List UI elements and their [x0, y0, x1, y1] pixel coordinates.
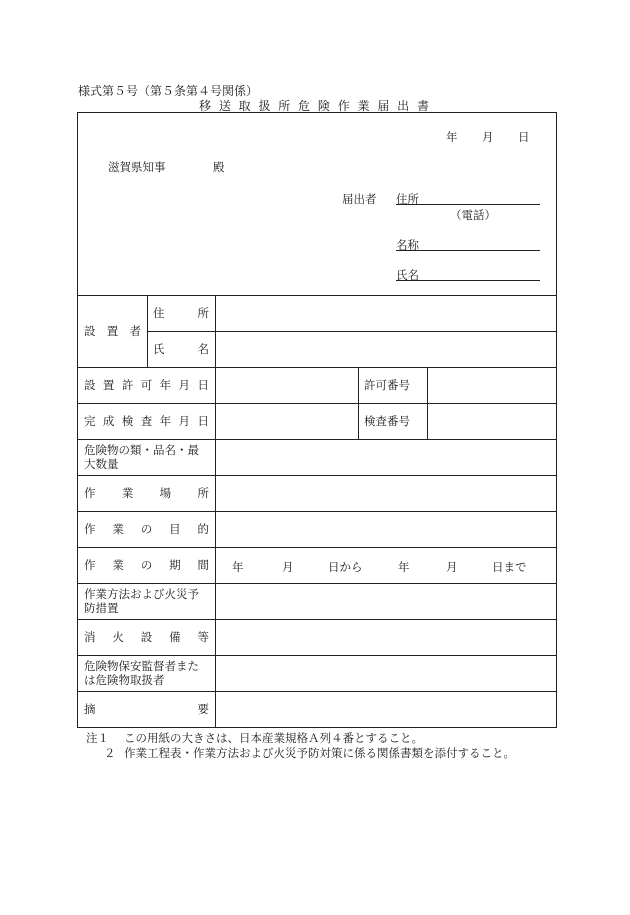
installer-name-field[interactable]: [216, 332, 556, 367]
hazmat-type-field[interactable]: [216, 440, 556, 475]
address-label: 住所: [396, 192, 419, 206]
permit-number-field[interactable]: [428, 368, 556, 403]
form-table: [77, 112, 557, 728]
inspection-number-label: [358, 403, 427, 439]
form-number: 様式第５号（第５条第４号関係）: [78, 84, 259, 98]
supervisor-label: [78, 655, 215, 691]
permit-number-text: 許可番号: [364, 378, 410, 392]
org-name-label: 名称: [396, 238, 419, 252]
phone-label: （電話）: [450, 208, 496, 222]
permit-number-label: [358, 367, 427, 403]
work-location-field[interactable]: [216, 476, 556, 511]
remarks-label: 摘 要: [84, 702, 209, 716]
address-underline: [396, 204, 540, 205]
note-1-label: 注１: [86, 731, 109, 745]
period-month-2: 月: [446, 560, 458, 574]
person-name-label: 氏名: [396, 268, 419, 282]
period-to: 日まで: [492, 560, 527, 574]
period-month-1: 月: [282, 560, 294, 574]
remarks-field[interactable]: [216, 692, 556, 727]
work-period-label: 作 業 の 期 間: [84, 558, 209, 572]
supervisor-field[interactable]: [216, 656, 556, 691]
inspection-date-field[interactable]: [216, 404, 358, 439]
date-month: 月: [482, 130, 494, 144]
work-method-field[interactable]: [216, 584, 556, 619]
inspection-number-field[interactable]: [428, 404, 556, 439]
permit-date-field[interactable]: [216, 368, 358, 403]
honorific: 殿: [213, 160, 225, 174]
note-2-text: 作業工程表・作業方法および火災予防対策に係る関係書類を添付すること。: [124, 746, 515, 760]
hazmat-type-text: 危険物の類・品名・最大数量: [84, 443, 199, 471]
installer-label: 設 置 者: [84, 324, 141, 338]
org-name-underline: [396, 250, 540, 251]
work-purpose-field[interactable]: [216, 512, 556, 547]
form-title: 移 送 取 扱 所 危 険 作 業 届 出 書: [199, 99, 431, 113]
period-year-2: 年: [398, 560, 410, 574]
addressee: 滋賀県知事: [108, 160, 166, 174]
installer-address-label: 住 所: [153, 306, 209, 320]
fire-equipment-field[interactable]: [216, 620, 556, 655]
fire-equipment-label: 消 火 設 備 等: [84, 630, 209, 644]
date-year: 年: [446, 130, 458, 144]
supervisor-text: 危険物保安監督者または危険物取扱者: [84, 659, 199, 687]
permit-date-label: 設 置 許 可 年 月 日: [84, 378, 209, 392]
period-year-1: 年: [232, 560, 244, 574]
hazmat-type-label: [78, 439, 215, 475]
inspection-date-label: 完 成 検 査 年 月 日: [84, 414, 209, 428]
date-day: 日: [518, 130, 530, 144]
work-location-label: 作 業 場 所: [84, 486, 209, 500]
period-from: 日から: [328, 560, 363, 574]
installer-address-field[interactable]: [216, 296, 556, 331]
inspection-number-text: 検査番号: [364, 414, 410, 428]
installer-name-label: 氏 名: [153, 342, 209, 356]
person-name-underline: [396, 280, 540, 281]
note-2-label: ２: [104, 746, 116, 760]
applicant-label: 届出者: [342, 192, 377, 206]
note-1-text: この用紙の大きさは、日本産業規格Ａ列４番とすること。: [124, 731, 423, 745]
work-purpose-label: 作 業 の 目 的: [84, 522, 209, 536]
work-method-text: 作業方法および火災予防措置: [84, 587, 199, 615]
work-method-label: [78, 583, 215, 619]
